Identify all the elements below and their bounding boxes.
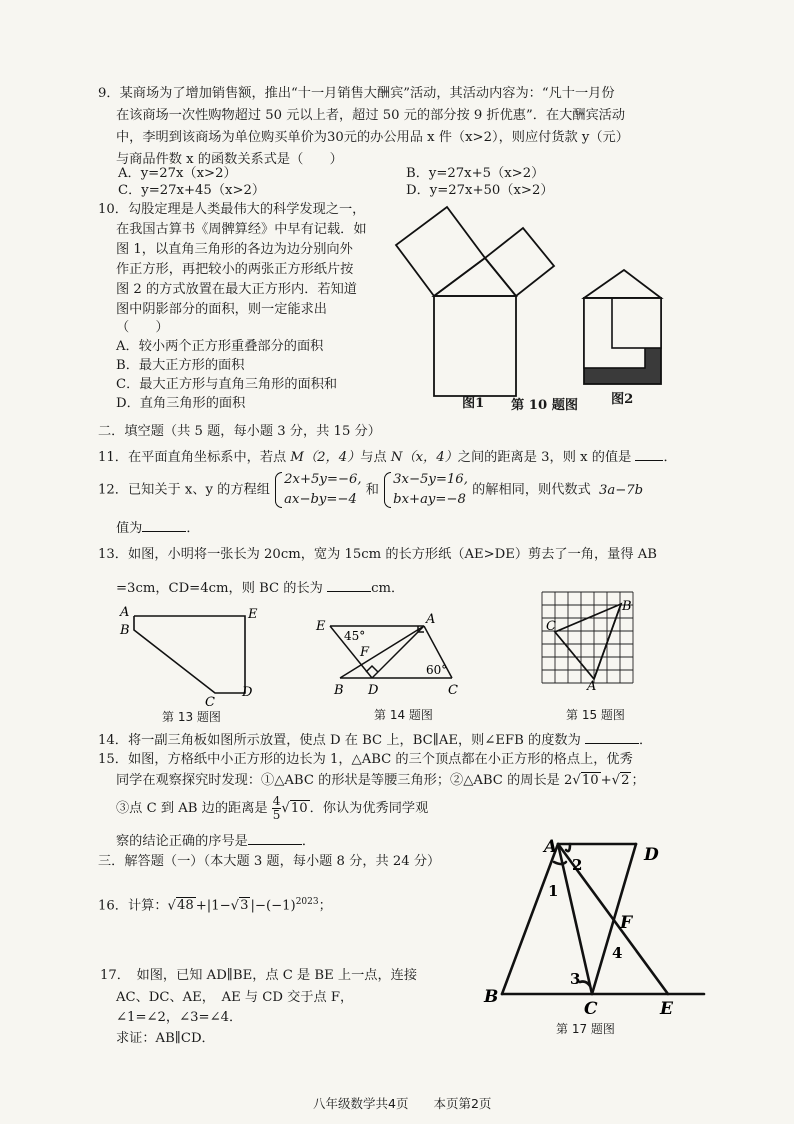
sqrt-symbol: √ [572,773,581,788]
fig17-angle-3: 3 [570,970,581,988]
fig13-label-d: D [242,685,253,700]
fig17-label-a: A [544,837,558,857]
fig13-label-c: C [205,695,215,708]
fig14-angle-45: 45° [344,629,366,643]
q9-option-c: C．y=27x+45（x>2） [118,183,266,198]
q17-line-2: AC、DC、AE， AE 与 CD 交于点 F， [116,990,354,1005]
q15-line-2: 同学在观察探究时发现：①△ABC 的形状是等腰三角形；②△ABC 的周长是 2√10 +√2 ； [116,773,645,788]
fig14-label-c: C [448,683,458,698]
q12-answer-blank[interactable] [142,517,186,532]
q16: 16．计算：√48 +|1−√3 $|-(-1)^{2023}$； [98,897,332,914]
fig14-caption: 第 14 题图 [374,708,433,722]
q9-line-3: 中，李明到该商场为单位购买单价为30元的办公用品 x 件（x>2），则应付货款 y（元） [116,130,629,145]
q10-fig2-label: 图2 [611,392,634,407]
q13-line-2: =3cm，CD=4cm，则 BC 的长为 cm． [116,577,404,598]
q10-figure-1 [390,198,570,406]
q17-line-1: 17． 如图，已知 AD∥BE，点 C 是 BE 上一点，连接 [100,968,418,983]
q15-line-4: 察的结论正确的序号是 ． [116,830,315,851]
q11: 11．在平面直角坐标系中，若点 M（2，4）与点 N（x，4）之间的距离是 3，则 x 的值是 ． [98,446,677,467]
q10-option-d: D．直角三角形的面积 [116,396,246,411]
q14: 14．将一副三角板如图所示放置，使点 D 在 BC 上，BC∥AE，则∠EFB 的度数为 ． [98,729,652,750]
figure-13 [110,600,260,708]
fraction-4-5: $\frac{4}{5}$ [272,794,281,822]
q10-line-5: 图 2 的方式放置在最大正方形内．若知道 [116,282,357,297]
q9-option-a: A．y=27x（x>2） [118,166,237,181]
fig17-angle-2: 2 [572,856,583,874]
sqrt-symbol: √ [611,773,621,788]
fig17-label-d: D [644,845,659,865]
equation-system-1: 2x+5y=−6, ax−by=−4 [274,470,361,510]
q9-line-4: 与商品件数 x 的函数关系式是（ ） [116,152,343,167]
q10-caption: 第 10 题图 [511,398,579,413]
figure-17 [480,832,712,1022]
q12-expression: 3a−7b [598,482,644,498]
fig17-label-f: F [620,913,633,933]
q14-answer-blank[interactable] [585,729,639,744]
q12: 12．已知关于 x、y 的方程组 2x+5y=−6, ax−by=−4 和 3x−5y=16, bx+ay=−8 的解相同，则代数式 3a−7b [98,470,643,510]
figure-14 [308,608,468,704]
q10-line-7: （ ） [116,320,169,335]
fig17-label-b: B [484,987,499,1007]
q11-answer-blank[interactable] [635,446,663,461]
point-n: N（x，4） [390,450,458,465]
q15-line-3: ③点 C 到 AB 边的距离是 $\frac{4}{5}$ √10 ．你认为优秀同学观 [116,794,429,822]
page-footer: 八年级数学共4页 本页第2页 [313,1096,492,1111]
q9-line-2: 在该商场一次性购物超过 50 元以上者，超过 50 元的部分按 9 折优惠”．在大酬宾活动 [116,108,626,123]
q17-line-3: ∠1=∠2，∠3=∠4． [116,1010,243,1025]
q9-line-1: 9．某商场为了增加销售额，推出“十一月销售大酬宾”活动，其活动内容为：“凡十一月份 [98,86,615,101]
q15-answer-blank[interactable] [248,830,302,845]
section-2-heading: 二．填空题（共 5 题，每小题 3 分，共 15 分） [98,424,381,439]
fig13-caption: 第 13 题图 [162,710,221,724]
q15-line-1: 15．如图，方格纸中小正方形的边长为 1，△ABC 的三个顶点都在小正方形的格点上，优秀 [98,752,633,767]
fig14-label-a: A [426,612,436,627]
q10-line-3: 图 1，以直角三角形的各边为边分别向外 [116,242,353,257]
q10-option-b: B．最大正方形的面积 [116,358,245,373]
fig17-caption: 第 17 题图 [556,1022,615,1036]
q9-option-d: D．y=27x+50（x>2） [406,183,554,198]
fig17-angle-1: 1 [548,882,559,900]
q12-line-2: 值为 ． [116,517,200,538]
fig15-label-b: B [622,599,632,614]
fig14-angle-60: 60° [426,663,448,677]
q10-option-c: C．最大正方形与直角三角形的面积和 [116,377,338,392]
fig14-label-b: B [334,683,344,698]
q10-fig1-label: 图1 [462,396,485,411]
q13-answer-blank[interactable] [327,577,371,592]
fig14-label-d: D [368,683,379,698]
fig15-label-c: C [546,619,556,634]
fig17-angle-4: 4 [612,944,623,962]
fig13-label-a: A [120,605,130,620]
q10-line-2: 在我国古算书《周髀算经》中早有记载．如 [116,222,367,237]
sqrt-symbol: √ [167,898,176,914]
fig14-label-f: F [360,645,370,660]
q13-line-1: 13．如图，小明将一张长为 20cm，宽为 15cm 的长方形纸（AE>DE）剪去了一角，量得 AB [98,547,657,562]
q10-line-4: 作正方形，再把较小的两张正方形纸片按 [116,262,354,277]
q10-line-6: 图中阴影部分的面积，则一定能求出 [116,302,327,317]
fig14-label-e: E [316,619,326,634]
q10-figure-2 [578,266,668,390]
fig13-label-e: E [248,607,258,622]
sqrt-symbol: √ [281,801,290,816]
fig17-label-e: E [660,999,673,1019]
fig15-label-a: A [587,679,597,694]
q17-line-4: 求证：AB∥CD． [116,1031,215,1046]
q10-line-1: 10．勾股定理是人类最伟大的科学发现之一， [98,202,366,217]
figure-15 [534,590,644,694]
q9-option-b: B．y=27x+5（x>2） [406,166,545,181]
section-3-heading: 三．解答题（一）（本大题 3 题，每小题 8 分，共 24 分） [98,854,441,869]
q10-option-a: A．较小两个正方形重叠部分的面积 [116,339,324,354]
fig13-label-b: B [120,623,130,638]
sqrt-symbol: √ [230,898,240,914]
fig17-label-c: C [584,999,598,1019]
equation-system-2: 3x−5y=16, bx+ay=−8 [383,470,468,510]
fig15-caption: 第 15 题图 [566,708,625,722]
point-m: M（2，4） [290,450,361,465]
